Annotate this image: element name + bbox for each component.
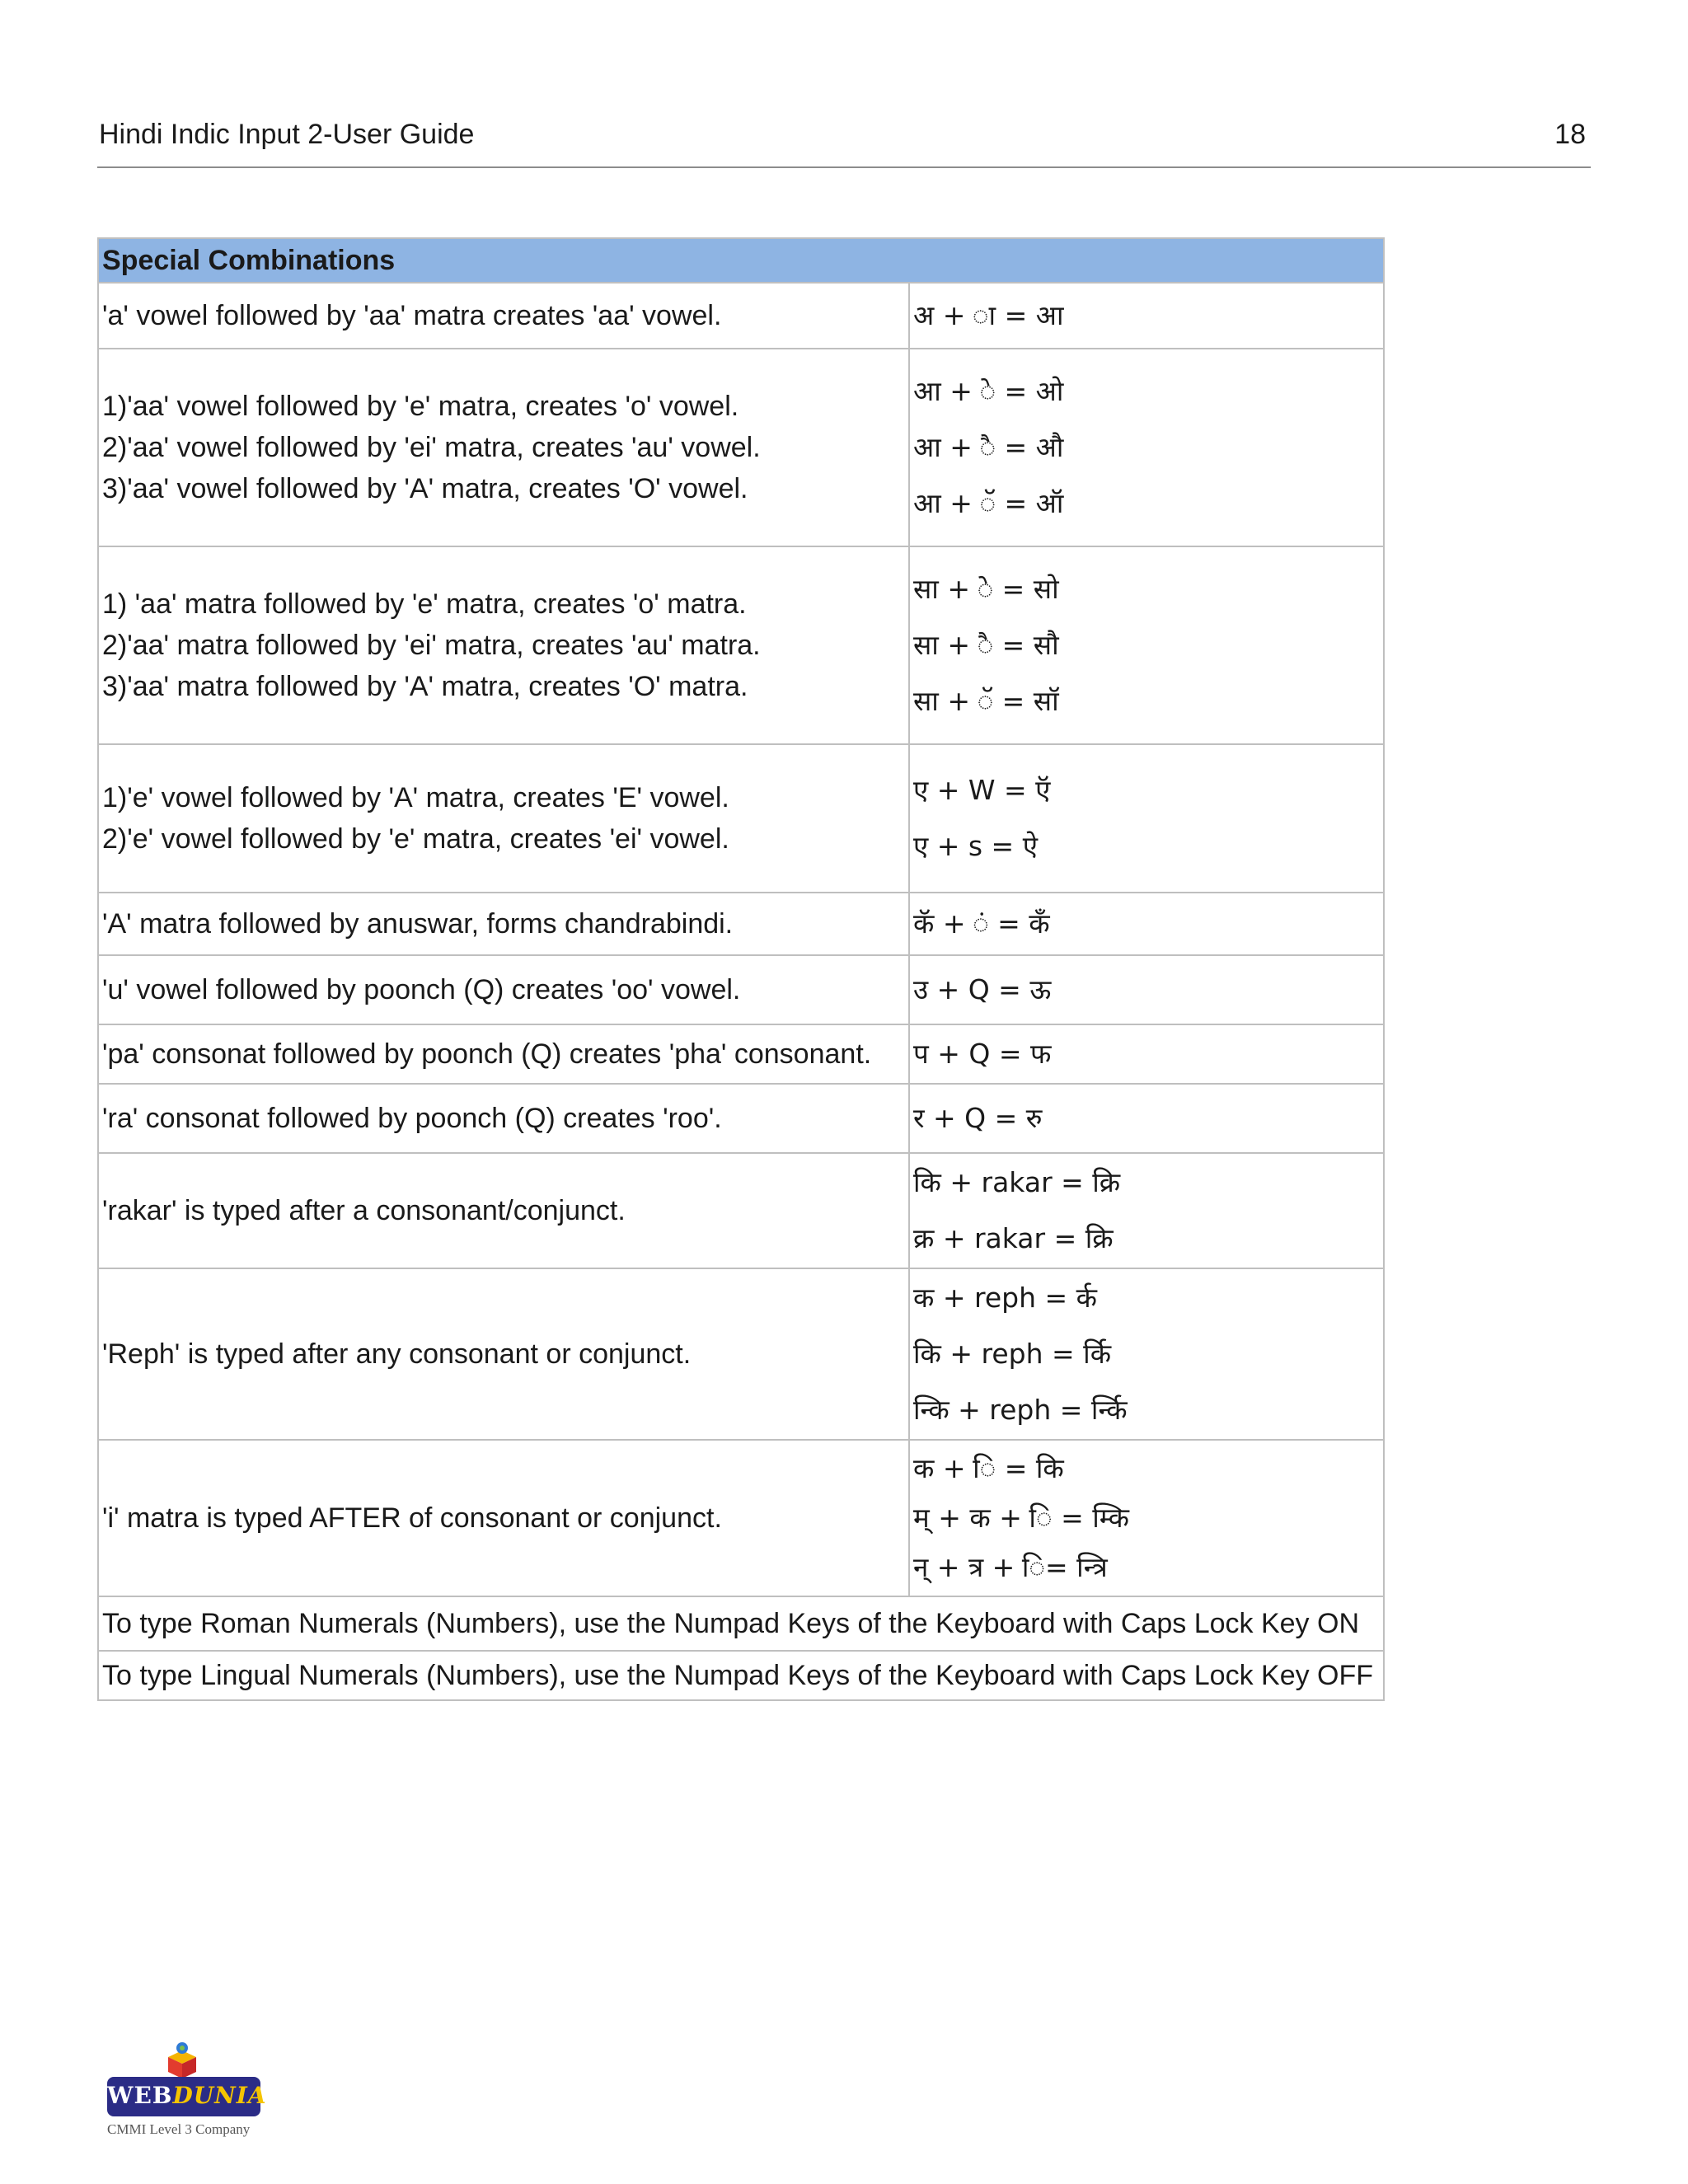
- rule-example: [909, 546, 1384, 744]
- table-row: [98, 283, 1384, 349]
- table-heading: Special Combinations: [98, 238, 1384, 283]
- description-line: 3)'aa' vowel followed by 'A' matra, creates 'O' vowel.: [102, 473, 748, 504]
- special-combinations-table: [97, 237, 1385, 1701]
- rule-description: [98, 893, 909, 955]
- description-line: 1) 'aa' matra followed by 'e' matra, creates 'o' matra.: [102, 588, 747, 620]
- table-row: [98, 893, 1384, 955]
- rule-example: [909, 283, 1384, 349]
- rule-example: [909, 955, 1384, 1024]
- description-line: 2)'aa' matra followed by 'ei' matra, creates 'au' matra.: [102, 630, 761, 661]
- example-line: आ + ै = औ: [913, 431, 1064, 463]
- rule-description: [98, 1440, 909, 1596]
- table-row: [98, 1153, 1384, 1268]
- rule-example: [909, 1153, 1384, 1268]
- example-line: क्र + rakar = क्रि: [913, 1222, 1114, 1254]
- description-line: 2)'aa' vowel followed by 'ei' matra, creates 'au' vowel.: [102, 432, 761, 463]
- example-line: आ + े = ओ: [913, 375, 1064, 407]
- logo-tagline: CMMI Level 3 Company: [107, 2121, 251, 2137]
- description-line: 'pa' consonat followed by poonch (Q) creates 'pha' consonant.: [102, 1038, 872, 1070]
- example-line: कॅ + ं = कँ: [913, 907, 1050, 940]
- example-line: र + Q = रु: [913, 1102, 1043, 1134]
- rule-example: [909, 349, 1384, 546]
- table-row: [98, 349, 1384, 546]
- rule-description: [98, 744, 909, 893]
- page-number: 18: [1554, 119, 1586, 150]
- rule-example: [909, 1268, 1384, 1440]
- table-row: [98, 1024, 1384, 1084]
- numerals-note-roman: To type Roman Numerals (Numbers), use the Numpad Keys of the Keyboard with Caps Lock Key ON: [98, 1596, 1384, 1651]
- description-line: 1)'e' vowel followed by 'A' matra, creates 'E' vowel.: [102, 782, 729, 813]
- rule-description: [98, 283, 909, 349]
- example-line: क + reph = र्क: [913, 1282, 1097, 1314]
- table-row: [98, 955, 1384, 1024]
- description-line: 'ra' consonat followed by poonch (Q) creates 'roo'.: [102, 1103, 722, 1134]
- rule-example: [909, 744, 1384, 893]
- description-line: 2)'e' vowel followed by 'e' matra, creates 'ei' vowel.: [102, 823, 729, 855]
- description-line: 1)'aa' vowel followed by 'e' matra, creates 'o' vowel.: [102, 391, 739, 422]
- description-line: 'A' matra followed by anuswar, forms chandrabindi.: [102, 908, 734, 940]
- logo-word-dunia: DUNIA: [172, 2082, 267, 2109]
- rule-description: [98, 1153, 909, 1268]
- description-line: 'Reph' is typed after any consonant or conjunct.: [102, 1338, 692, 1370]
- example-line: न् + त्र + ि= न्त्रि: [913, 1551, 1108, 1583]
- rule-description: [98, 1268, 909, 1440]
- example-line: कि + reph = र्कि: [913, 1338, 1112, 1370]
- example-line: न्कि + reph = र्न्कि: [913, 1394, 1128, 1426]
- example-line: ए + s = ऐ: [913, 830, 1038, 862]
- rule-description: [98, 349, 909, 546]
- table-row: [98, 546, 1384, 744]
- rule-example: [909, 1024, 1384, 1084]
- example-line: प + Q = फ: [913, 1038, 1052, 1070]
- example-line: क + ि = कि: [913, 1452, 1064, 1484]
- mascot-icon: [158, 2041, 206, 2080]
- example-line: सा + े = सो: [913, 573, 1059, 605]
- example-line: सा + ै = सौ: [913, 629, 1059, 661]
- table-row: [98, 1651, 1384, 1700]
- page-header: [97, 117, 1591, 168]
- description-line: 'a' vowel followed by 'aa' matra creates 'aa' vowel.: [102, 300, 722, 331]
- webdunia-logo: [104, 2041, 269, 2136]
- rule-description: [98, 546, 909, 744]
- description-line: 3)'aa' matra followed by 'A' matra, creates 'O' matra.: [102, 671, 748, 702]
- table-heading-row: [98, 238, 1384, 283]
- logo-word-web: WEB: [107, 2082, 173, 2109]
- table-row: [98, 1268, 1384, 1440]
- logo-wordmark: [107, 2082, 267, 2109]
- example-line: म् + क + ि = म्कि: [913, 1502, 1129, 1534]
- table-row: [98, 1084, 1384, 1153]
- rule-example: [909, 893, 1384, 955]
- description-line: 'i' matra is typed AFTER of consonant or conjunct.: [102, 1502, 722, 1534]
- description-line: 'rakar' is typed after a consonant/conjunct.: [102, 1195, 626, 1226]
- example-line: कि + rakar = क्रि: [913, 1166, 1121, 1198]
- rule-description: [98, 955, 909, 1024]
- description-line: 'u' vowel followed by poonch (Q) creates 'oo' vowel.: [102, 974, 741, 1005]
- table-row: [98, 744, 1384, 893]
- table-row: [98, 1440, 1384, 1596]
- rule-example: [909, 1084, 1384, 1153]
- rule-description: [98, 1024, 909, 1084]
- rule-example: [909, 1440, 1384, 1596]
- numerals-note-lingual: To type Lingual Numerals (Numbers), use the Numpad Keys of the Keyboard with Caps Lock Key OFF: [98, 1651, 1384, 1700]
- example-line: सा + ॅ = सॉ: [913, 685, 1059, 717]
- rule-description: [98, 1084, 909, 1153]
- example-line: ए + W = ऍ: [913, 774, 1051, 806]
- example-line: उ + Q = ऊ: [913, 973, 1052, 1005]
- example-line: अ + ा = आ: [913, 299, 1064, 331]
- example-line: आ + ॅ = ऑ: [913, 487, 1064, 519]
- table-row: [98, 1596, 1384, 1651]
- document-title: Hindi Indic Input 2-User Guide: [99, 119, 475, 150]
